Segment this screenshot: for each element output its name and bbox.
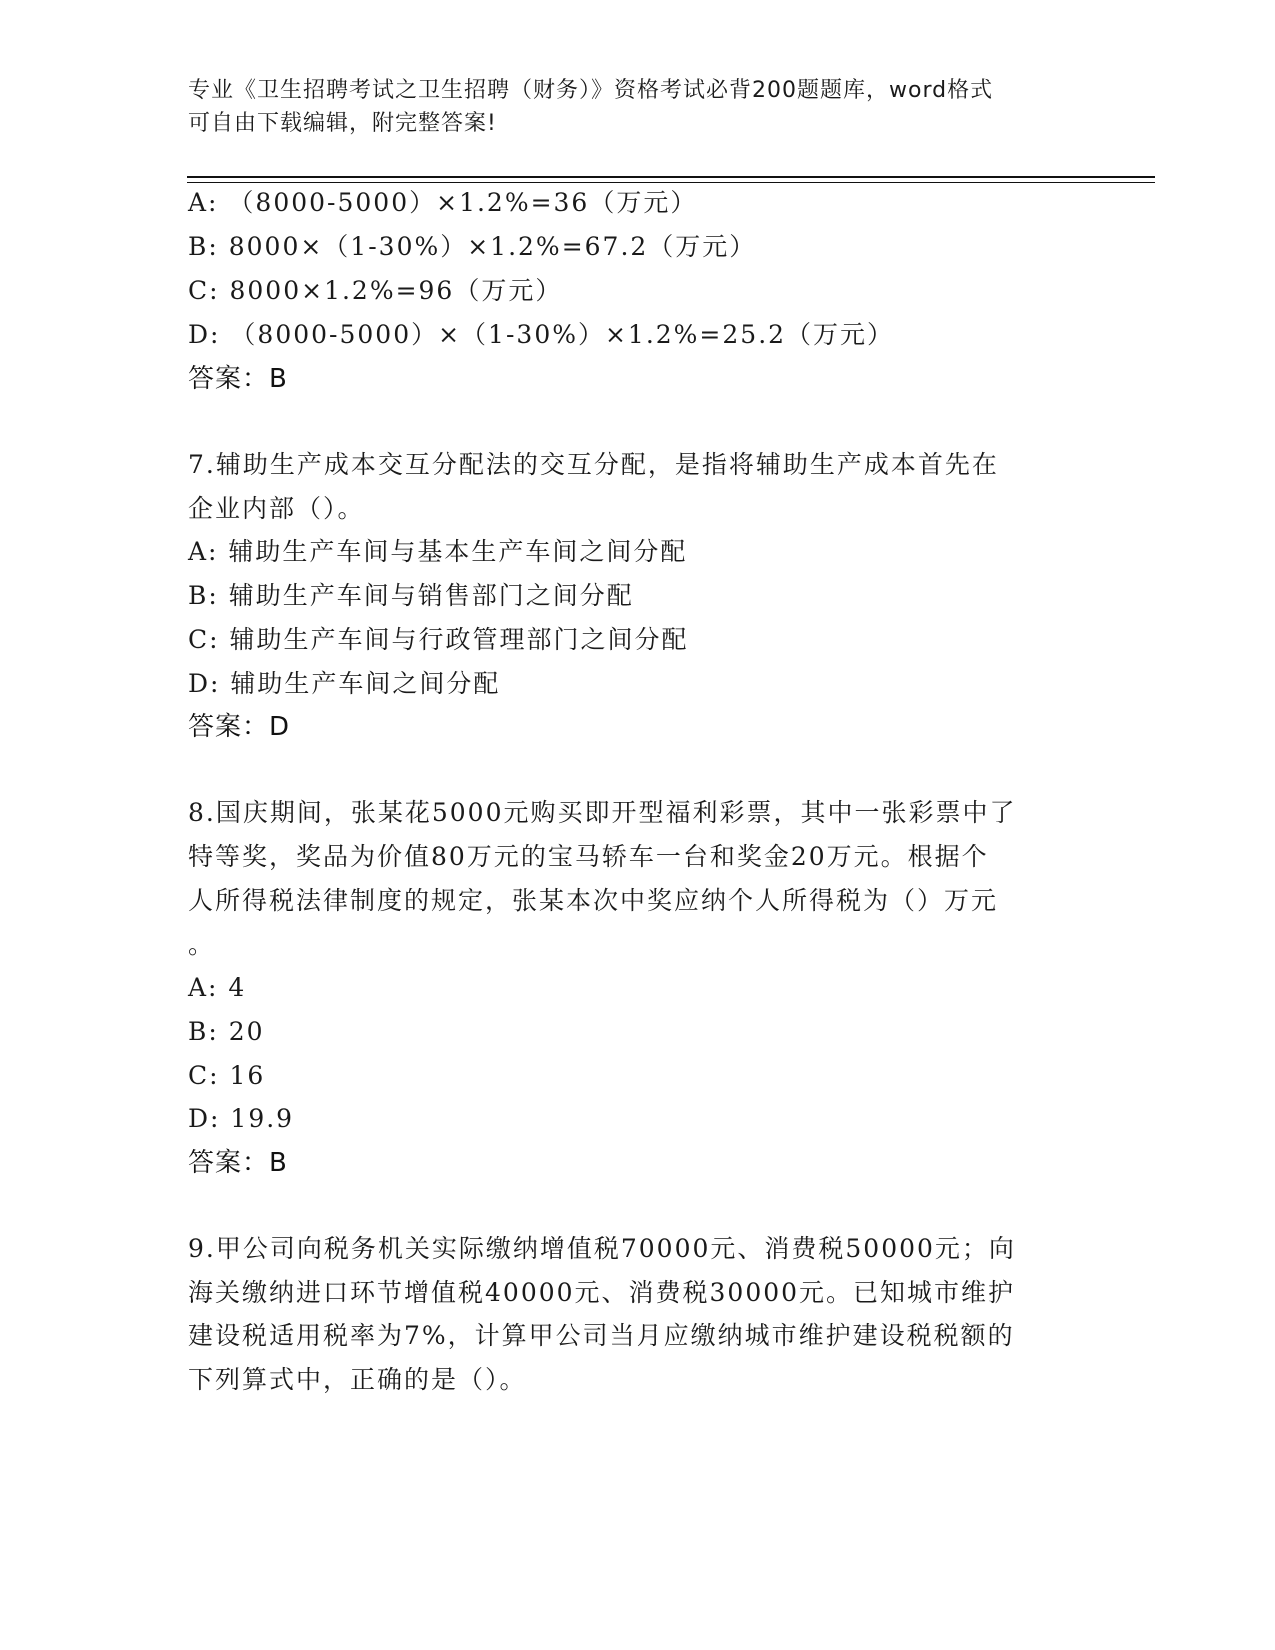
q8-option-d: D: 19.9 — [188, 1104, 295, 1133]
q6-option-b: B: 8000×（1-30%）×1.2%=67.2（万元） — [188, 232, 757, 261]
q6-option-c: C: 8000×1.2%=96（万元） — [188, 276, 563, 305]
q8-stem-line-1: 8.国庆期间，张某花5000元购买即开型福利彩票，其中一张彩票中了 — [188, 798, 1017, 827]
q8-stem-line-3: 人所得税法律制度的规定，张某本次中奖应纳个人所得税为（）万元 — [188, 886, 999, 915]
q9-stem-line-4: 下列算式中，正确的是（）。 — [188, 1365, 527, 1394]
q8-stem-line-4: 。 — [188, 930, 216, 959]
q8-answer: 答案：B — [188, 1148, 288, 1178]
q8-option-b: B: 20 — [188, 1017, 265, 1046]
q6-option-d: D: （8000-5000）×（1-30%）×1.2%=25.2（万元） — [188, 320, 895, 349]
q6-option-a: A: （8000-5000）×1.2%=36（万元） — [188, 188, 698, 217]
q7-option-a: A: 辅助生产车间与基本生产车间之间分配 — [188, 537, 688, 566]
q8-stem-line-2: 特等奖，奖品为价值80万元的宝马轿车一台和奖金20万元。根据个 — [188, 842, 989, 871]
q7-option-d: D: 辅助生产车间之间分配 — [188, 669, 501, 698]
q9-stem-line-1: 9.甲公司向税务机关实际缴纳增值税70000元、消费税50000元；向 — [188, 1234, 1016, 1263]
q7-option-c: C: 辅助生产车间与行政管理部门之间分配 — [188, 625, 689, 654]
q7-stem-line-1: 7.辅助生产成本交互分配法的交互分配，是指将辅助生产成本首先在 — [188, 450, 999, 479]
q9-stem-line-2: 海关缴纳进口环节增值税40000元、消费税30000元。已知城市维护 — [188, 1278, 1016, 1307]
q7-option-b: B: 辅助生产车间与销售部门之间分配 — [188, 581, 634, 610]
q6-answer: 答案：B — [188, 364, 288, 394]
q7-answer: 答案：D — [188, 712, 291, 742]
q7-stem-line-2: 企业内部（）。 — [188, 494, 365, 523]
q9-stem-line-3: 建设税适用税率为7%，计算甲公司当月应缴纳城市维护建设税税额的 — [188, 1321, 1015, 1350]
header-title-line-2: 可自由下载编辑，附完整答案! — [188, 111, 497, 136]
document-header — [188, 74, 1088, 140]
q8-option-a: A: 4 — [188, 973, 247, 1002]
header-divider-thin — [187, 182, 1155, 183]
header-divider-thick — [187, 176, 1155, 178]
q8-option-c: C: 16 — [188, 1061, 266, 1090]
header-title-line-1: 专业《卫生招聘考试之卫生招聘（财务）》资格考试必背200题题库，word格式 — [188, 78, 994, 103]
